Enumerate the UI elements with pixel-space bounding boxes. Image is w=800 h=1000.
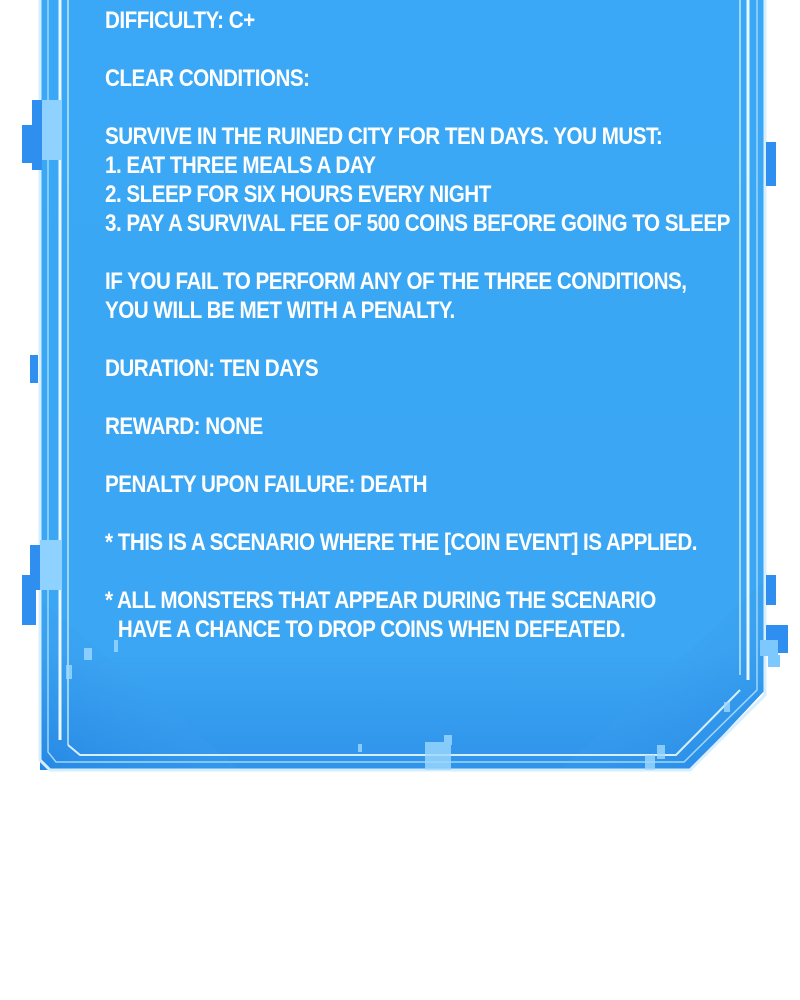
scenario-text bbox=[105, 6, 730, 644]
monster-drop-note: HAVE A CHANCE TO DROP COINS WHEN DEFEATED. bbox=[117, 616, 626, 643]
condition-item: 1. EAT THREE MEALS A DAY bbox=[105, 152, 376, 179]
penalty-text: PENALTY UPON FAILURE: DEATH bbox=[105, 471, 428, 498]
failure-warning-text: IF YOU FAIL TO PERFORM ANY OF THE THREE CONDITIONS, bbox=[105, 268, 687, 295]
monster-drop-note: * ALL MONSTERS THAT APPEAR DURING THE SCENARIO bbox=[105, 587, 656, 614]
condition-item: 2. SLEEP FOR SIX HOURS EVERY NIGHT bbox=[105, 181, 491, 208]
coin-event-note: * THIS IS A SCENARIO WHERE THE [COIN EVENT] IS APPLIED. bbox=[105, 529, 698, 556]
survive-intro-text: SURVIVE IN THE RUINED CITY FOR TEN DAYS. YOU MUST: bbox=[105, 123, 663, 150]
blank-page-area bbox=[0, 780, 800, 1000]
difficulty-text: DIFFICULTY: C+ bbox=[105, 7, 255, 34]
clear-conditions-heading: CLEAR CONDITIONS: bbox=[105, 65, 310, 92]
reward-text: REWARD: NONE bbox=[105, 413, 263, 440]
failure-warning-text: YOU WILL BE MET WITH A PENALTY. bbox=[105, 297, 455, 324]
duration-text: DURATION: TEN DAYS bbox=[105, 355, 319, 382]
condition-item: 3. PAY A SURVIVAL FEE OF 500 COINS BEFORE GOING TO SLEEP bbox=[105, 210, 730, 237]
